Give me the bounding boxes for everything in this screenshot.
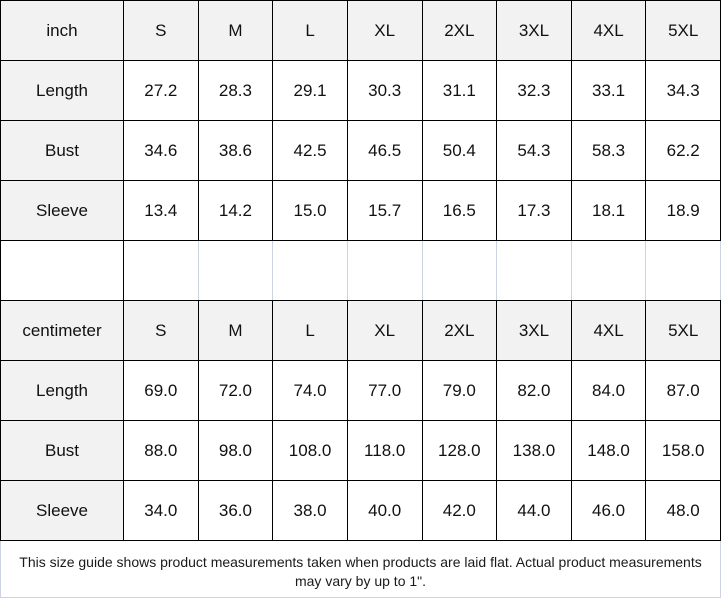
inch-header-row xyxy=(1,1,721,61)
measurement-cell: 28.3 xyxy=(198,61,273,121)
spacer-cell xyxy=(497,241,572,301)
measurement-cell: 34.0 xyxy=(124,481,199,541)
measurement-cell: 108.0 xyxy=(273,421,348,481)
size-header-m: M xyxy=(198,1,273,61)
measurement-cell: 38.6 xyxy=(198,121,273,181)
spacer-cell xyxy=(646,241,721,301)
unit-cell-inch: inch xyxy=(1,1,124,61)
centimeter-length-row xyxy=(1,361,721,421)
measurement-cell: 33.1 xyxy=(571,61,646,121)
size-header-3xl: 3XL xyxy=(497,301,572,361)
row-label-sleeve: Sleeve xyxy=(1,481,124,541)
size-header-xl: XL xyxy=(347,301,422,361)
measurement-cell: 32.3 xyxy=(497,61,572,121)
measurement-cell: 40.0 xyxy=(347,481,422,541)
measurement-cell: 31.1 xyxy=(422,61,497,121)
size-note-line2: may vary by up to 1". xyxy=(294,573,427,589)
size-header-xl: XL xyxy=(347,1,422,61)
measurement-cell: 42.0 xyxy=(422,481,497,541)
row-label-length: Length xyxy=(1,61,124,121)
measurement-cell: 30.3 xyxy=(347,61,422,121)
measurement-cell: 34.6 xyxy=(124,121,199,181)
measurement-cell: 82.0 xyxy=(497,361,572,421)
spacer-cell xyxy=(422,241,497,301)
spacer-row xyxy=(1,241,721,301)
measurement-cell: 13.4 xyxy=(124,181,199,241)
measurement-cell: 15.0 xyxy=(273,181,348,241)
size-header-l: L xyxy=(273,301,348,361)
row-label-bust: Bust xyxy=(1,421,124,481)
size-header-4xl: 4XL xyxy=(571,301,646,361)
measurement-cell: 18.1 xyxy=(571,181,646,241)
measurement-cell: 87.0 xyxy=(646,361,721,421)
size-header-4xl: 4XL xyxy=(571,1,646,61)
spacer-cell xyxy=(273,241,348,301)
size-note xyxy=(0,541,721,598)
measurement-cell: 17.3 xyxy=(497,181,572,241)
centimeter-sleeve-row xyxy=(1,481,721,541)
spacer-cell xyxy=(1,241,124,301)
size-header-2xl: 2XL xyxy=(422,1,497,61)
measurement-cell: 46.0 xyxy=(571,481,646,541)
measurement-cell: 50.4 xyxy=(422,121,497,181)
measurement-cell: 48.0 xyxy=(646,481,721,541)
measurement-cell: 72.0 xyxy=(198,361,273,421)
spacer-cell xyxy=(571,241,646,301)
measurement-cell: 79.0 xyxy=(422,361,497,421)
measurement-cell: 84.0 xyxy=(571,361,646,421)
centimeter-bust-row xyxy=(1,421,721,481)
inch-bust-row xyxy=(1,121,721,181)
size-header-s: S xyxy=(124,301,199,361)
measurement-cell: 58.3 xyxy=(571,121,646,181)
measurement-cell: 118.0 xyxy=(347,421,422,481)
spacer-cell xyxy=(198,241,273,301)
inch-sleeve-row xyxy=(1,181,721,241)
size-header-m: M xyxy=(198,301,273,361)
size-header-s: S xyxy=(124,1,199,61)
measurement-cell: 74.0 xyxy=(273,361,348,421)
centimeter-header-row xyxy=(1,301,721,361)
measurement-cell: 16.5 xyxy=(422,181,497,241)
measurement-cell: 88.0 xyxy=(124,421,199,481)
spacer-cell xyxy=(347,241,422,301)
measurement-cell: 42.5 xyxy=(273,121,348,181)
row-label-length: Length xyxy=(1,361,124,421)
size-header-2xl: 2XL xyxy=(422,301,497,361)
size-header-3xl: 3XL xyxy=(497,1,572,61)
measurement-cell: 62.2 xyxy=(646,121,721,181)
measurement-cell: 27.2 xyxy=(124,61,199,121)
measurement-cell: 46.5 xyxy=(347,121,422,181)
size-header-5xl: 5XL xyxy=(646,1,721,61)
measurement-cell: 34.3 xyxy=(646,61,721,121)
unit-cell-centimeter: centimeter xyxy=(1,301,124,361)
measurement-cell: 36.0 xyxy=(198,481,273,541)
measurement-cell: 44.0 xyxy=(497,481,572,541)
row-label-sleeve: Sleeve xyxy=(1,181,124,241)
measurement-cell: 18.9 xyxy=(646,181,721,241)
row-label-bust: Bust xyxy=(1,121,124,181)
measurement-cell: 15.7 xyxy=(347,181,422,241)
measurement-cell: 77.0 xyxy=(347,361,422,421)
measurement-cell: 138.0 xyxy=(497,421,572,481)
measurement-cell: 128.0 xyxy=(422,421,497,481)
inch-length-row xyxy=(1,61,721,121)
size-header-l: L xyxy=(273,1,348,61)
measurement-cell: 38.0 xyxy=(273,481,348,541)
measurement-cell: 29.1 xyxy=(273,61,348,121)
size-header-5xl: 5XL xyxy=(646,301,721,361)
spacer-cell xyxy=(124,241,199,301)
size-note-line1: This size guide shows product measurements taken when products are laid flat. Actual product measurements xyxy=(19,554,702,570)
measurement-cell: 158.0 xyxy=(646,421,721,481)
measurement-cell: 69.0 xyxy=(124,361,199,421)
measurement-cell: 14.2 xyxy=(198,181,273,241)
measurement-cell: 98.0 xyxy=(198,421,273,481)
measurement-cell: 54.3 xyxy=(497,121,572,181)
measurement-cell: 148.0 xyxy=(571,421,646,481)
